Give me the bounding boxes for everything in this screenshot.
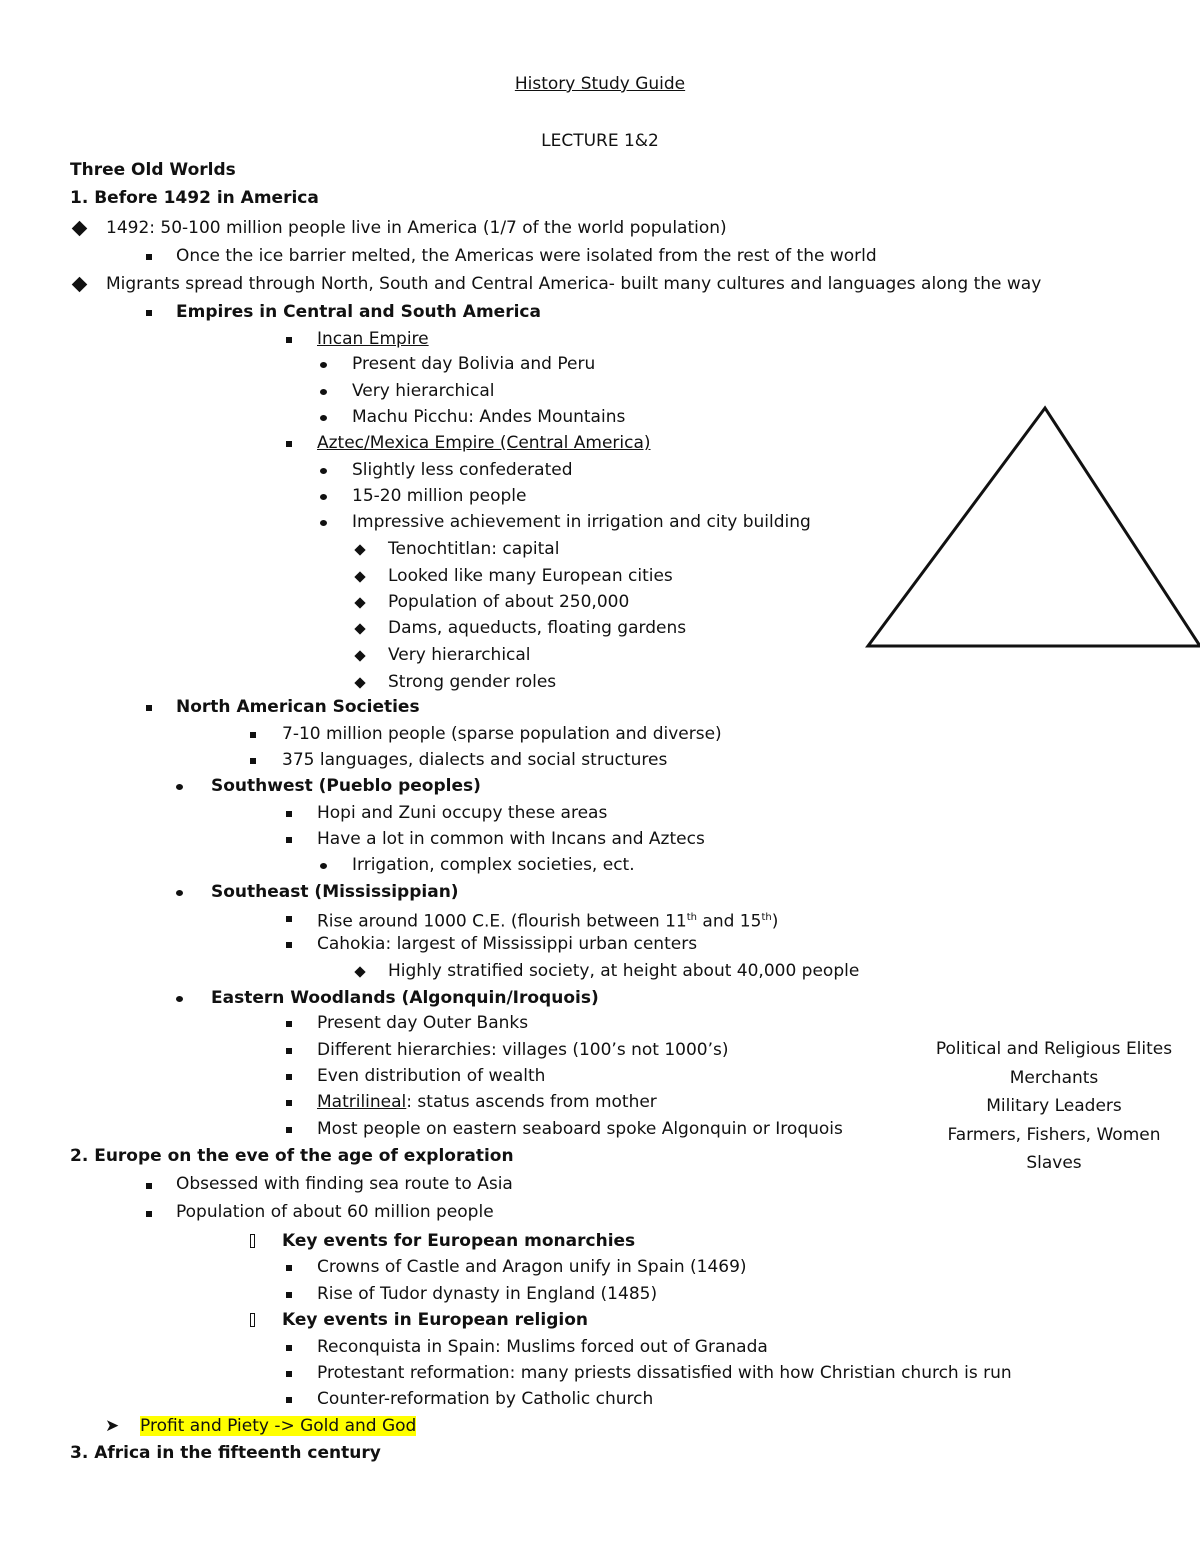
section-heading: Three Old Worlds [70, 160, 236, 180]
pyramid-label: Merchants [1009, 1067, 1099, 1088]
list-item: Irrigation, complex societies, ect. [352, 855, 635, 875]
list-item: Protestant reformation: many priests dissatisfied with how Christian church is run [317, 1363, 1012, 1383]
list-item: Counter-reformation by Catholic church [317, 1389, 654, 1409]
list-item: Tenochtitlan: capital [388, 539, 560, 559]
round-bullet-icon [320, 494, 327, 500]
square-bullet-icon [286, 1127, 292, 1133]
square-bullet-icon [286, 1048, 292, 1054]
list-item: Looked like many European cities [388, 566, 673, 586]
list-item: Empires in Central and South America [176, 302, 541, 322]
round-bullet-icon [176, 996, 183, 1002]
round-bullet-icon [176, 784, 183, 790]
list-item: Present day Outer Banks [317, 1013, 529, 1033]
square-bullet-icon [250, 758, 256, 764]
list-item: Machu Picchu: Andes Mountains [352, 407, 626, 427]
list-item: 375 languages, dialects and social structures [282, 750, 668, 770]
list-item: Highly stratified society, at height about 40,000 people [388, 961, 860, 981]
pyramid-label: Slaves [1026, 1153, 1082, 1173]
diamond-bullet-icon [354, 623, 365, 634]
list-item: Obsessed with finding sea route to Asia [176, 1174, 513, 1194]
square-bullet-icon [286, 837, 292, 843]
round-bullet-icon [320, 468, 327, 474]
list-item: Cahokia: largest of Mississippi urban centers [317, 934, 698, 954]
document-title: History Study Guide [514, 74, 686, 94]
square-bullet-icon [286, 1397, 292, 1403]
diamond-bullet-icon [354, 597, 365, 608]
round-bullet-icon [176, 890, 183, 896]
diamond-bullet-icon [354, 650, 365, 661]
arrow-bullet-icon: ➤ [105, 1416, 120, 1436]
list-item: Most people on eastern seaboard spoke Algonquin or Iroquois [317, 1119, 843, 1139]
list-item: Very hierarchical [352, 381, 495, 401]
round-bullet-icon [320, 415, 327, 421]
list-item: Incan Empire [317, 329, 429, 349]
list-item: 1492: 50-100 million people live in America (1/7 of the world population) [106, 218, 727, 238]
section-heading: 3. Africa in the fifteenth century [70, 1443, 381, 1463]
list-item: Population of about 250,000 [388, 592, 630, 612]
square-bullet-icon [286, 441, 292, 447]
square-bullet-icon [146, 1211, 152, 1217]
square-bullet-icon [286, 1265, 292, 1271]
list-item: Matrilineal: status ascends from mother [317, 1092, 657, 1112]
square-bullet-icon [146, 254, 152, 260]
diamond-bullet-icon [354, 544, 365, 555]
list-item: Population of about 60 million people [176, 1202, 494, 1222]
round-bullet-icon [320, 389, 327, 395]
square-bullet-icon [286, 1345, 292, 1351]
list-item: Impressive achievement in irrigation and city building [352, 512, 811, 532]
list-item: Slightly less confederated [352, 460, 573, 480]
pyramid-label: Military Leaders [986, 1096, 1122, 1116]
diamond-bullet-icon [354, 966, 365, 977]
list-item: Strong gender roles [388, 672, 557, 692]
list-item: Key events for European monarchies [282, 1231, 636, 1251]
list-item: Eastern Woodlands (Algonquin/Iroquois) [211, 988, 599, 1008]
round-bullet-icon [320, 520, 327, 526]
list-item: Rise of Tudor dynasty in England (1485) [317, 1284, 658, 1304]
list-item: Southwest (Pueblo peoples) [211, 776, 481, 796]
box-bullet-icon [250, 1234, 255, 1248]
pyramid-shape [868, 408, 1200, 646]
square-bullet-icon [146, 705, 152, 711]
pyramid-label: Farmers, Fishers, Women [947, 1124, 1161, 1145]
list-item: North American Societies [176, 697, 420, 717]
list-item: Hopi and Zuni occupy these areas [317, 803, 608, 823]
box-bullet-icon [250, 1313, 255, 1327]
square-bullet-icon [286, 1021, 292, 1027]
list-item: Dams, aqueducts, floating gardens [388, 618, 687, 638]
diamond-bullet-icon [354, 677, 365, 688]
section-heading: 1. Before 1492 in America [70, 188, 319, 208]
list-item: Crowns of Castle and Aragon unify in Spain (1469) [317, 1257, 747, 1277]
square-bullet-icon [146, 310, 152, 316]
list-item: Very hierarchical [388, 645, 531, 665]
square-bullet-icon [286, 1292, 292, 1298]
list-item: Have a lot in common with Incans and Aztecs [317, 829, 705, 849]
diamond-bullet-icon [72, 277, 88, 293]
square-bullet-icon [286, 811, 292, 817]
pyramid-label: Political and Religious Elites [935, 1039, 1173, 1059]
list-item: Aztec/Mexica Empire (Central America) [317, 433, 651, 453]
square-bullet-icon [286, 1371, 292, 1377]
list-item: 15-20 million people [352, 486, 527, 506]
square-bullet-icon [286, 337, 292, 343]
square-bullet-icon [286, 942, 292, 948]
round-bullet-icon [320, 863, 327, 869]
list-item: Present day Bolivia and Peru [352, 354, 596, 374]
list-item: Southeast (Mississippian) [211, 882, 459, 902]
list-item: Migrants spread through North, South and Central America- built many cultures and languages along the way [106, 274, 1042, 294]
highlighted-item: Profit and Piety -> Gold and God [140, 1416, 417, 1436]
square-bullet-icon [286, 916, 292, 922]
square-bullet-icon [146, 1183, 152, 1189]
social-hierarchy-labels [914, 1035, 1194, 1178]
square-bullet-icon [286, 1074, 292, 1080]
list-item: Reconquista in Spain: Muslims forced out of Granada [317, 1337, 768, 1357]
section-heading: 2. Europe on the eve of the age of exploration [70, 1146, 514, 1166]
list-item: Different hierarchies: villages (100’s not 1000’s) [317, 1040, 729, 1060]
round-bullet-icon [320, 362, 327, 368]
list-item: Key events in European religion [282, 1310, 588, 1330]
list-item: Even distribution of wealth [317, 1066, 546, 1086]
list-item: Once the ice barrier melted, the Americas were isolated from the rest of the world [176, 246, 877, 266]
square-bullet-icon [250, 732, 256, 738]
lecture-heading: LECTURE 1&2 [541, 131, 659, 151]
list-item: Rise around 1000 C.E. (flourish between 11th and 15th) [317, 911, 779, 932]
square-bullet-icon [286, 1100, 292, 1106]
diamond-bullet-icon [354, 571, 365, 582]
list-item: 7-10 million people (sparse population and diverse) [282, 724, 722, 744]
pyramid-triangle-icon [860, 400, 1200, 655]
diamond-bullet-icon [72, 221, 88, 237]
